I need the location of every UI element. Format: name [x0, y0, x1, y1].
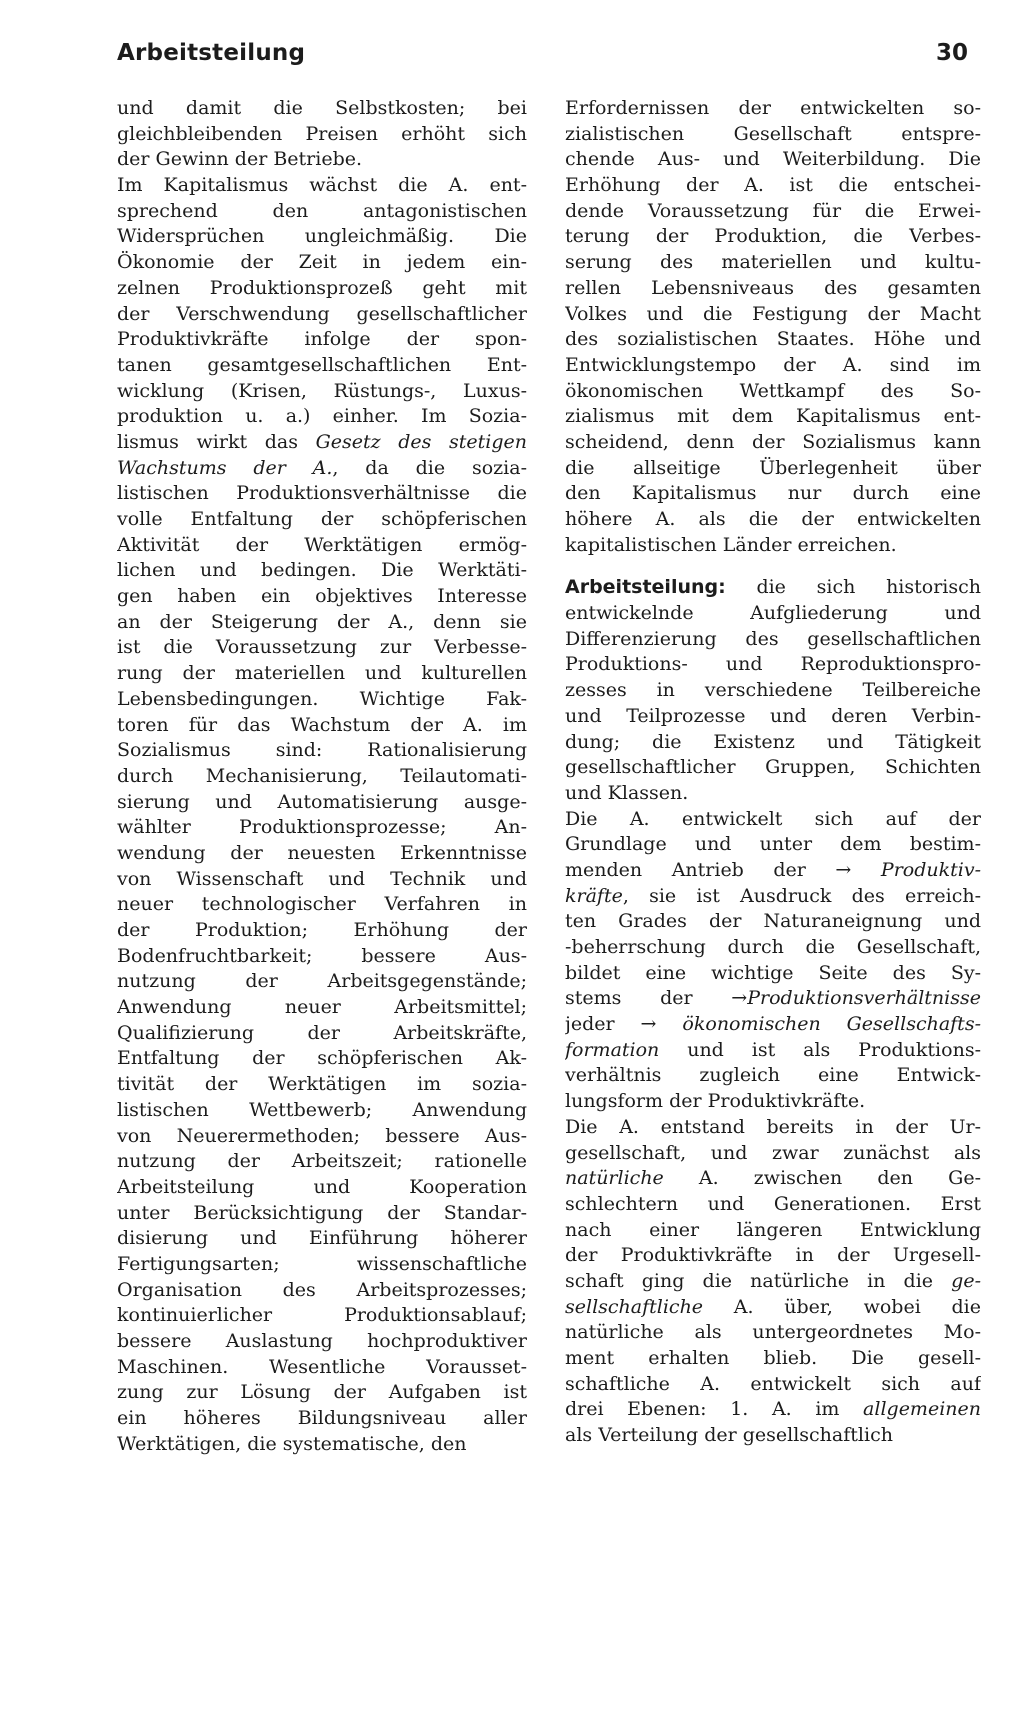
text-line	[117, 892, 527, 918]
text-segment: verhältnis zugleich eine Entwick-	[565, 1064, 981, 1087]
running-head: Arbeitsteilung	[117, 40, 306, 66]
text-segment: dung; die Existenz und Tätigkeit	[565, 730, 981, 753]
text-line	[565, 122, 981, 148]
text-segment: Entwicklungstempo der A. sind im	[565, 353, 981, 376]
text-line	[117, 404, 527, 430]
text-segment: wicklung (Krisen, Rüstungs-, Luxus-	[117, 379, 527, 402]
text-segment: tanen gesamtgesellschaftlichen Ent-	[117, 353, 527, 376]
text-line	[117, 1149, 527, 1175]
text-segment: bessere Auslastung hochproduktiver	[117, 1330, 527, 1352]
text-segment: gen haben ein objektives Interesse	[117, 585, 527, 608]
text-line	[117, 944, 527, 970]
text-segment: nutzung der Arbeitsgegenstände;	[117, 970, 527, 993]
page-number: 30	[936, 40, 969, 66]
text-segment: Erhöhung der A. ist die entschei-	[565, 174, 981, 197]
text-segment: bildet eine wichtige Seite des Sy-	[565, 961, 981, 984]
text-line	[565, 1218, 981, 1244]
text-line	[117, 224, 527, 250]
text-segment: Organisation des Arbeitsprozesses;	[117, 1278, 527, 1301]
text-segment: Fertigungsarten; wissenschaftliche	[117, 1252, 527, 1275]
text-line	[117, 1201, 527, 1227]
text-segment: der Produktion; Erhöhung der	[117, 919, 527, 941]
italic-reference: Produktionsverhältnisse	[747, 987, 981, 1010]
text-segment: menden Antrieb der →	[565, 858, 881, 881]
text-line	[565, 858, 981, 884]
text-segment: Produktions- und Reproduktionspro-	[565, 653, 981, 676]
text-line	[565, 224, 981, 250]
text-line	[117, 1226, 527, 1252]
text-line	[565, 1346, 981, 1372]
text-line	[117, 841, 527, 867]
text-line	[565, 1423, 981, 1449]
italic-reference: Gesetz des stetigen	[315, 430, 527, 453]
text-segment: schlechtern und Generationen. Erst	[565, 1192, 981, 1215]
text-line	[117, 610, 527, 636]
text-line	[565, 1038, 981, 1064]
text-segment: kapitalistischen Länder erreichen.	[565, 533, 897, 556]
text-segment: nutzung der Arbeitszeit; rationelle	[117, 1150, 527, 1173]
text-segment: terung der Produktion, die Verbes-	[565, 225, 981, 248]
text-line	[117, 302, 527, 328]
italic-reference: formation	[565, 1038, 660, 1061]
text-segment: und damit die Selbstkosten; bei	[117, 97, 527, 119]
text-segment: Die A. entstand bereits in der Ur-	[565, 1115, 981, 1138]
text-segment: zung zur Lösung der Aufgaben ist	[117, 1381, 527, 1404]
text-segment: jeder →	[565, 1013, 683, 1036]
text-segment: durch Mechanisierung, Teilautomati-	[117, 764, 527, 787]
text-line	[117, 507, 527, 533]
text-line	[565, 1089, 981, 1115]
entry-arbeitsteilung	[565, 575, 981, 1448]
text-line	[565, 884, 981, 910]
text-line	[117, 1021, 527, 1047]
text-segment: lichen und bedingen. Die Werktäti-	[117, 559, 527, 582]
text-line	[565, 704, 981, 730]
text-line	[565, 1372, 981, 1398]
text-segment: tivität der Werktätigen im sozia-	[117, 1073, 527, 1096]
text-line	[565, 909, 981, 935]
text-line	[117, 379, 527, 405]
text-line	[565, 353, 981, 379]
right-column	[565, 96, 981, 1449]
text-segment: Maschinen. Wesentliche Vorausset-	[117, 1355, 527, 1378]
text-line	[117, 1432, 527, 1458]
text-segment: gleichbleibenden Preisen erhöht sich	[117, 122, 527, 145]
text-segment: listischen Wettbewerb; Anwendung	[117, 1098, 527, 1121]
text-line	[565, 575, 981, 601]
italic-reference: kräfte	[565, 884, 623, 907]
text-segment: sierung und Automatisierung ausge-	[117, 790, 527, 813]
entry-gap	[565, 558, 981, 575]
text-line	[117, 1072, 527, 1098]
text-line	[565, 781, 981, 807]
text-line	[565, 986, 981, 1012]
text-line	[117, 1252, 527, 1278]
text-line	[117, 96, 527, 122]
text-segment: neuer technologischer Verfahren in	[117, 893, 527, 916]
text-segment: zialistischen Gesellschaft entspre-	[565, 122, 981, 145]
text-segment: Qualifizierung der Arbeitskräfte,	[117, 1021, 527, 1044]
text-line	[565, 404, 981, 430]
text-line	[565, 678, 981, 704]
text-segment: Lebensbedingungen. Wichtige Fak-	[117, 687, 527, 710]
text-segment: lismus wirkt das	[117, 430, 316, 453]
text-line	[565, 832, 981, 858]
text-line	[565, 1012, 981, 1038]
text-segment: Die A. entwickelt sich auf der	[565, 807, 981, 830]
text-line	[117, 1303, 527, 1329]
text-line	[565, 481, 981, 507]
entry-continuation	[565, 96, 981, 558]
text-line	[117, 173, 527, 199]
text-line	[565, 430, 981, 456]
text-line	[117, 687, 527, 713]
text-line	[565, 1320, 981, 1346]
text-segment: Widersprüchen ungleichmäßig. Die	[117, 225, 527, 248]
text-segment: unter Berücksichtigung der Standar-	[117, 1201, 527, 1224]
text-segment: und ist als Produktions-	[659, 1038, 981, 1061]
text-segment: der Produktivkräfte in der Urgesell-	[565, 1244, 981, 1267]
text-segment: lungsform der Produktivkräfte.	[565, 1090, 866, 1113]
text-line	[565, 533, 981, 559]
text-line	[565, 96, 981, 122]
text-segment: serung des materiellen und kultu-	[565, 251, 981, 274]
text-segment: Produktivkräfte infolge der spon-	[117, 328, 527, 351]
text-segment: produktion u. a.) einher. Im Sozia-	[117, 405, 527, 428]
text-line	[565, 250, 981, 276]
text-line	[565, 1115, 981, 1141]
text-segment: gesellschaft, und zwar zunächst als	[565, 1141, 981, 1164]
text-segment: und Klassen.	[565, 781, 689, 804]
text-segment: der Verschwendung gesellschaftlicher	[117, 302, 527, 325]
text-line	[117, 584, 527, 610]
text-line	[117, 122, 527, 148]
text-line	[117, 815, 527, 841]
text-segment: entwickelnde Aufgliederung und	[565, 602, 981, 625]
text-line	[117, 661, 527, 687]
italic-reference: ökonomischen Gesellschafts-	[682, 1013, 981, 1036]
text-segment: ökonomischen Wettkampf des So-	[565, 379, 981, 402]
text-segment: die allseitige Überlegenheit über	[565, 456, 981, 479]
text-line	[117, 1406, 527, 1432]
text-segment: höhere A. als die der entwickelten	[565, 508, 981, 530]
italic-reference: allgemeinen	[863, 1398, 981, 1421]
text-line	[117, 995, 527, 1021]
text-line	[117, 1329, 527, 1355]
text-segment: A. über, wobei die	[703, 1295, 981, 1318]
text-segment: Differenzierung des gesellschaftlichen	[565, 627, 981, 650]
entry-headword: Arbeitsteilung:	[565, 576, 726, 599]
text-segment: listischen Produktionsverhältnisse die	[117, 482, 527, 505]
text-segment: von Wissenschaft und Technik und	[117, 867, 527, 890]
text-line	[565, 1295, 981, 1321]
text-segment: den Kapitalismus nur durch eine	[565, 482, 981, 505]
text-line	[565, 627, 981, 653]
text-segment: disierung und Einführung höherer	[117, 1227, 527, 1250]
text-segment: schaft ging die natürliche in die	[565, 1269, 952, 1292]
text-segment: des sozialistischen Staates. Höhe und	[565, 328, 981, 351]
text-line	[565, 173, 981, 199]
text-line	[565, 652, 981, 678]
text-line	[117, 790, 527, 816]
text-segment: Arbeitsteilung und Kooperation	[117, 1175, 527, 1198]
text-line	[117, 969, 527, 995]
text-line	[565, 935, 981, 961]
text-line	[117, 738, 527, 764]
text-segment: chende Aus- und Weiterbildung. Die	[565, 148, 981, 171]
text-segment: kontinuierlicher Produktionsablauf;	[117, 1304, 527, 1327]
text-line	[565, 1192, 981, 1218]
text-line	[117, 456, 527, 482]
text-line	[117, 867, 527, 893]
left-column	[117, 96, 527, 1457]
text-segment: ist die Voraussetzung zur Verbesse-	[117, 636, 527, 659]
text-line	[565, 276, 981, 302]
text-line	[117, 764, 527, 790]
text-line	[117, 918, 527, 944]
italic-reference: ge-	[951, 1269, 981, 1292]
text-line	[117, 147, 527, 173]
text-segment: Im Kapitalismus wächst die A. ent-	[117, 174, 527, 197]
text-segment: toren für das Wachstum der A. im	[117, 713, 527, 736]
text-segment: wählter Produktionsprozesse; An-	[117, 816, 527, 839]
text-line	[117, 1355, 527, 1381]
italic-reference: Produktiv-	[880, 858, 981, 881]
text-line	[565, 1141, 981, 1167]
text-segment: natürliche als untergeordnetes Mo-	[565, 1321, 981, 1344]
text-segment: der Gewinn der Betriebe.	[117, 148, 363, 171]
text-line	[117, 276, 527, 302]
text-line	[117, 430, 527, 456]
text-line	[565, 1063, 981, 1089]
italic-reference: sellschaftliche	[565, 1295, 704, 1318]
text-segment: stems der →	[565, 987, 748, 1010]
text-segment: Ökonomie der Zeit in jedem ein-	[117, 251, 527, 274]
text-segment: zesses in verschiedene Teilbereiche	[565, 679, 981, 702]
text-line	[565, 507, 981, 533]
text-line	[565, 379, 981, 405]
text-line	[117, 533, 527, 559]
text-segment: zelnen Produktionsprozeß geht mit	[117, 276, 527, 299]
text-line	[117, 353, 527, 379]
text-line	[565, 1397, 981, 1423]
text-segment: Erfordernissen der entwickelten so-	[565, 97, 981, 119]
text-line	[117, 1124, 527, 1150]
text-line	[117, 1046, 527, 1072]
italic-reference: natürliche	[565, 1167, 664, 1190]
text-segment: sprechend den antagonistischen	[117, 199, 527, 222]
text-segment: ein höheres Bildungsniveau aller	[117, 1407, 527, 1430]
text-line	[565, 807, 981, 833]
text-segment: -beherrschung durch die Gesellschaft,	[565, 936, 981, 958]
text-line	[565, 199, 981, 225]
text-segment: scheidend, denn der Sozialismus kann	[565, 430, 981, 453]
text-segment: nach einer längeren Entwicklung	[565, 1218, 981, 1241]
text-segment: ment erhalten blieb. Die gesell-	[565, 1347, 981, 1369]
text-segment: an der Steigerung der A., denn sie	[117, 610, 527, 633]
text-segment: Werktätigen, die systematische, den	[117, 1432, 467, 1455]
text-segment: als Verteilung der gesellschaftlich	[565, 1424, 893, 1447]
text-segment: gesellschaftlicher Gruppen, Schichten	[565, 756, 981, 779]
text-line	[117, 635, 527, 661]
text-segment: die sich historisch	[725, 576, 981, 599]
text-segment: Aktivität der Werktätigen ermög-	[117, 533, 527, 556]
text-line	[565, 1166, 981, 1192]
text-line	[565, 730, 981, 756]
text-segment: Anwendung neuer Arbeitsmittel;	[117, 996, 527, 1019]
text-line	[117, 713, 527, 739]
text-line	[117, 1380, 527, 1406]
text-line	[565, 302, 981, 328]
text-line	[117, 1098, 527, 1124]
text-segment: Volkes und die Festigung der Macht	[565, 302, 981, 325]
text-segment: zialismus mit dem Kapitalismus ent-	[565, 405, 981, 428]
text-line	[565, 961, 981, 987]
text-segment: A. zwischen den Ge-	[663, 1167, 981, 1190]
text-line	[117, 250, 527, 276]
text-line	[117, 1278, 527, 1304]
text-segment: wendung der neuesten Erkenntnisse	[117, 841, 527, 864]
text-line	[117, 558, 527, 584]
text-segment: Entfaltung der schöpferischen Ak-	[117, 1047, 527, 1070]
text-line	[565, 1269, 981, 1295]
text-segment: , da die sozia-	[332, 456, 527, 479]
text-segment: rellen Lebensniveaus des gesamten	[565, 276, 981, 299]
italic-reference: Wachstums der A.	[117, 456, 333, 479]
text-line	[565, 147, 981, 173]
text-segment: ten Grades der Naturaneignung und	[565, 910, 981, 933]
text-segment: von Neuerermethoden; bessere Aus-	[117, 1124, 527, 1147]
text-segment: volle Entfaltung der schöpferischen	[117, 508, 527, 530]
text-line	[117, 199, 527, 225]
text-segment: Bodenfruchtbarkeit; bessere Aus-	[117, 944, 527, 967]
text-segment: drei Ebenen: 1. A. im	[565, 1398, 864, 1421]
text-line	[117, 481, 527, 507]
text-line	[565, 755, 981, 781]
text-segment: , sie ist Ausdruck des erreich-	[622, 884, 981, 907]
text-segment: und Teilprozesse und deren Verbin-	[565, 704, 981, 727]
text-line	[117, 327, 527, 353]
text-segment: Grundlage und unter dem bestim-	[565, 833, 981, 856]
text-segment: Sozialismus sind: Rationalisierung	[117, 739, 527, 762]
text-line	[565, 1243, 981, 1269]
text-segment: dende Voraussetzung für die Erwei-	[565, 199, 981, 222]
text-line	[565, 601, 981, 627]
text-segment: rung der materiellen und kulturellen	[117, 662, 527, 685]
text-line	[565, 456, 981, 482]
text-line	[117, 1175, 527, 1201]
text-segment: schaftliche A. entwickelt sich auf	[565, 1372, 981, 1395]
text-line	[565, 327, 981, 353]
